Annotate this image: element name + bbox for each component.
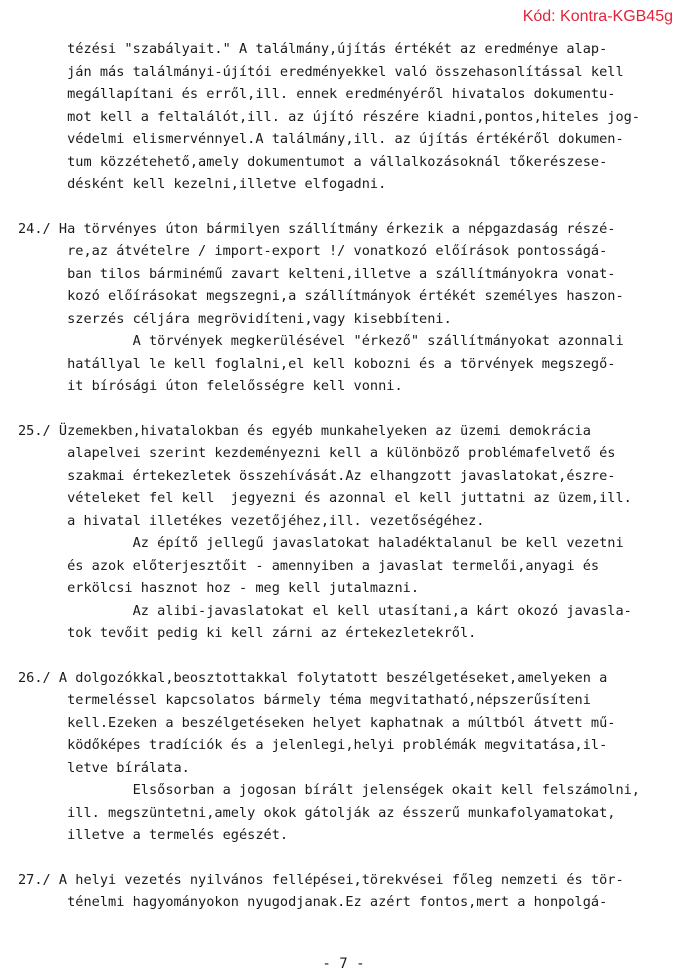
text-line: és azok előterjesztőit - amennyiben a javaslat termelői,anyagi és: [18, 557, 600, 574]
text-line: ján más találmányi-újítói eredményekkel való összehasonlítással kell: [18, 63, 624, 80]
text-line: a hivatal illetékes vezetőjéhez,ill. vezetőségéhez.: [18, 512, 485, 529]
section-26-first-line: 26./ A dolgozókkal,beosztottakkal folytatott beszélgetéseket,amelyeken a: [18, 669, 608, 686]
section-27-first-line: 27./ A helyi vezetés nyilvános fellépései,törekvései főleg nemzeti és tör-: [18, 871, 624, 888]
text-line: re,az átvételre / import-export !/ vonatkozó előírások pontosságá-: [18, 243, 608, 259]
paragraph-gap: [18, 645, 682, 667]
text-line: tok tevőit pedig ki kell zárni az értekezletekről.: [18, 625, 477, 641]
text-line: vételeket fel kell jegyezni és azonnal el kell juttatni az üzem,ill.: [18, 490, 632, 506]
text-line: termeléssel kapcsolatos bármely téma megvitatható,népszerűsíteni: [18, 692, 591, 708]
section-24-first-line: 24./ Ha törvényes úton bármilyen szállítmány érkezik a népgazdaság részé-: [18, 220, 616, 237]
page-number: - 7 -: [322, 956, 365, 972]
text-line: erkölcsi hasznot hoz - meg kell jutalmazni.: [18, 580, 420, 596]
text-line: tézési "szabályait." A találmány,újítás értékét az eredménye alap-: [18, 41, 608, 57]
paragraph-gap: [18, 398, 682, 420]
paragraph-gap: [18, 847, 682, 869]
text-line: ködőképes tradíciók és a jelenlegi,helyi problémák megvitatása,il-: [18, 737, 608, 753]
text-line: megállapítani és erről,ill. ennek eredményéről hivatalos dokumentu-: [18, 86, 616, 102]
text-line: szerzés céljára megrövidíteni,vagy kisebbíteni.: [18, 310, 452, 327]
typewritten-page: [18, 38, 682, 914]
text-line: ill. megszüntetni,amely okok gátolják az ésszerű munkafolyamatokat,: [18, 804, 616, 821]
text-line: tum közzétehető,amely dokumentumot a vállalkozásoknál tőkerészese-: [18, 153, 608, 170]
text-line: Az építő jellegű javaslatokat haladéktalanul be kell vezetni: [18, 535, 624, 551]
paragraph-gap: [18, 196, 682, 218]
section-25-first-line: 25./ Üzemekben,hivatalokban és egyéb munkahelyeken az üzemi demokrácia: [18, 422, 591, 439]
text-line: ban tilos bárminémű zavart kelteni,illetve a szállítmányokra vonat-: [18, 265, 616, 282]
text-line: Az alibi-javaslatokat el kell utasítani,a kárt okozó javasla-: [18, 602, 632, 619]
text-line: désként kell kezelni,illetve elfogadni.: [18, 176, 387, 192]
document-code-label: Kód: Kontra-KGB45g: [522, 8, 673, 25]
text-line: ténelmi hagyományokon nyugodjanak.Ez azért fontos,mert a honpolgá-: [18, 894, 608, 910]
text-line: mot kell a feltalálót,ill. az újító részére kiadni,pontos,hiteles jog-: [18, 108, 640, 125]
text-line: kozó előírásokat megszegni,a szállítmányok értékét személyes haszon-: [18, 288, 624, 304]
text-line: szakmai értekezletek összehívását.Az elhangzott javaslatokat,észre-: [18, 467, 616, 484]
text-line: it bírósági úton felelősségre kell vonni.: [18, 378, 403, 394]
text-line: védelmi elismervénnyel.A találmány,ill. az újítás értékéről dokumen-: [18, 131, 624, 147]
text-line: A törvények megkerülésével "érkező" szállítmányokat azonnali: [18, 333, 624, 349]
text-line: kell.Ezeken a beszélgetéseken helyet kaphatnak a múltból átvett mű-: [18, 714, 616, 731]
text-line: hatállyal le kell foglalni,el kell kobozni és a törvények megszegő-: [18, 355, 616, 372]
text-line: illetve a termelés egészét.: [18, 827, 289, 843]
text-line: Elsősorban a jogosan bírált jelenségek okait kell felszámolni,: [18, 782, 640, 798]
text-line: letve bírálata.: [18, 759, 190, 776]
text-line: alapelvei szerint kezdeményezni kell a különböző problémafelvető és: [18, 445, 616, 461]
